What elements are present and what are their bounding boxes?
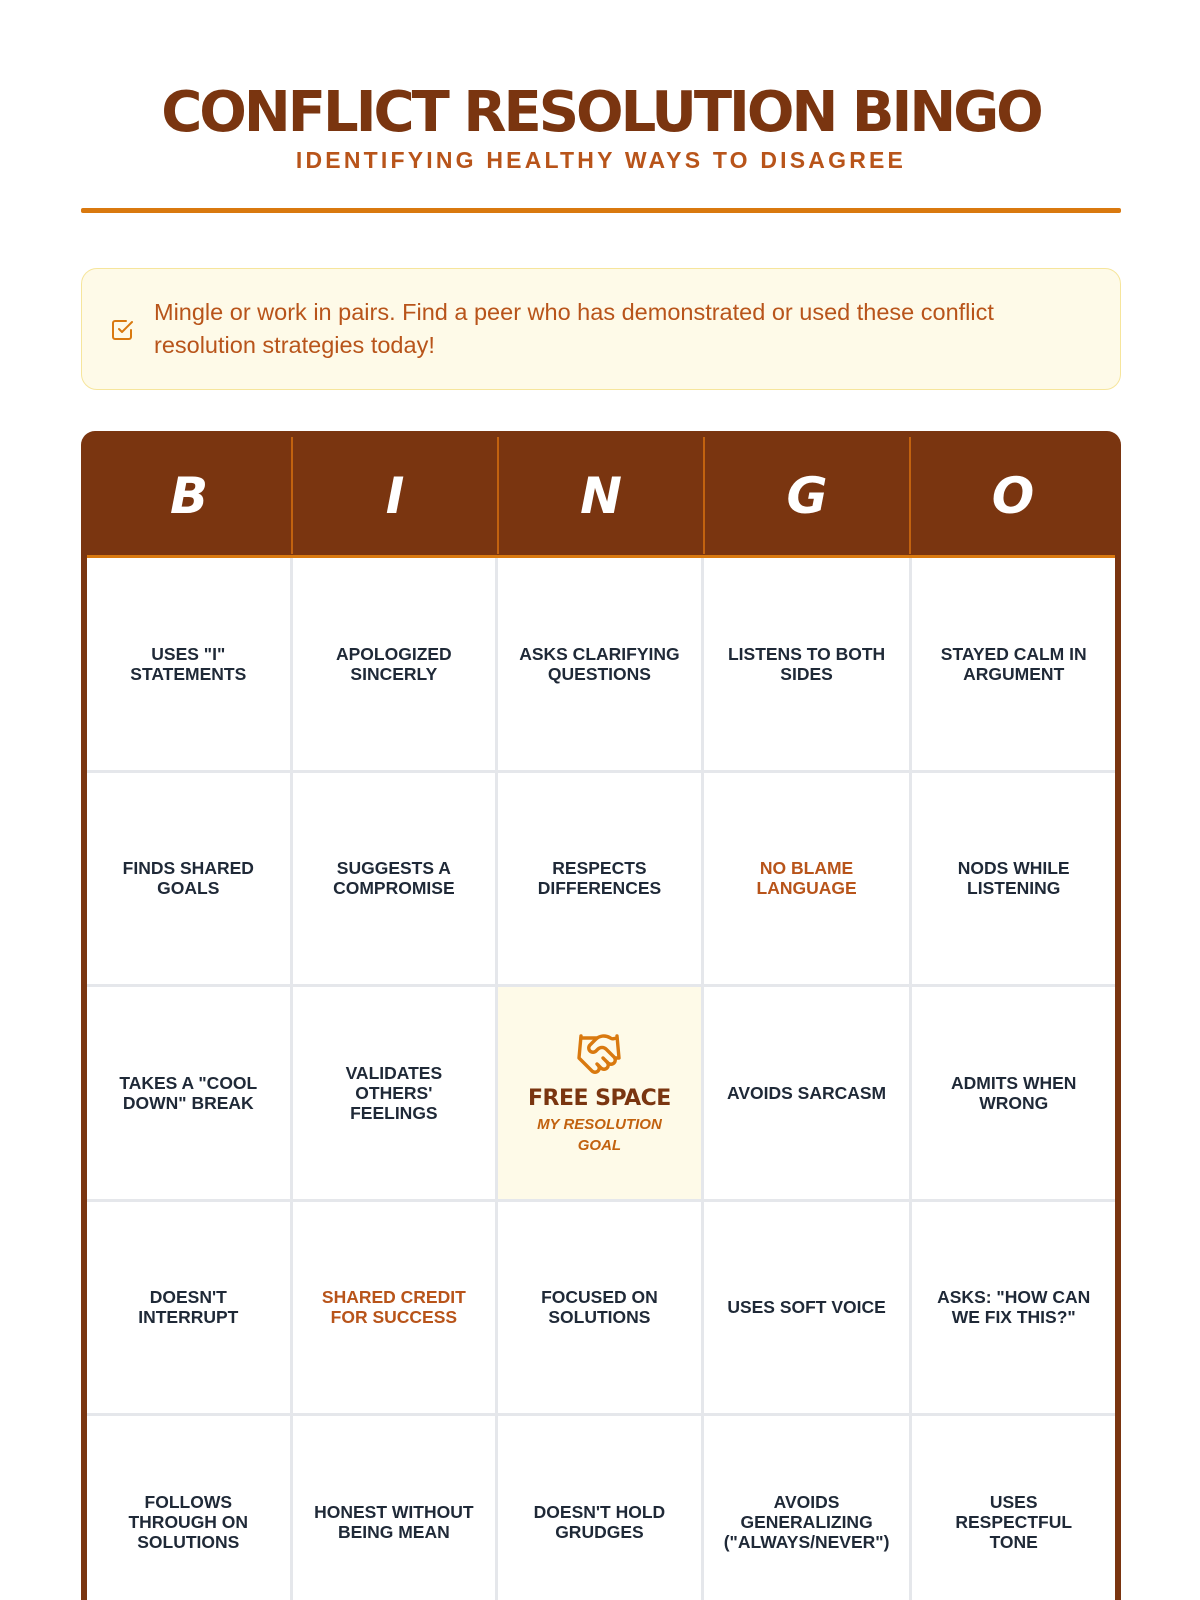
bingo-cell[interactable] [293, 1416, 496, 1600]
bingo-cell-label: USES "I" STATEMENTS [130, 643, 247, 684]
bingo-cell-label: AVOIDS SARCASM [727, 1082, 887, 1103]
bingo-cell-label: LISTENS TO BOTH SIDES [727, 643, 886, 684]
bingo-cell[interactable] [293, 773, 496, 985]
bingo-letter-o: O [991, 466, 1035, 525]
bingo-cell[interactable] [912, 558, 1115, 770]
free-space-subtitle: MY RESOLUTION GOAL [537, 1115, 662, 1154]
bingo-cell-label: FOLLOWS THROUGH ON SOLUTIONS [128, 1491, 249, 1552]
bingo-cell[interactable] [912, 987, 1115, 1199]
bingo-board [81, 431, 1121, 1600]
bingo-cell-label: ASKS CLARIFYING QUESTIONS [519, 643, 680, 684]
bingo-cell[interactable] [293, 987, 496, 1199]
bingo-cell-label: ASKS: "HOW CAN WE FIX THIS?" [937, 1287, 1091, 1328]
bingo-cell-label: ADMITS WHEN WRONG [951, 1072, 1077, 1113]
bingo-cell-label: DOESN'T INTERRUPT [138, 1287, 239, 1328]
bingo-cell-label: FINDS SHARED GOALS [122, 858, 254, 899]
bingo-cell-label: FOCUSED ON SOLUTIONS [541, 1287, 658, 1328]
bingo-cell-label: SHARED CREDIT FOR SUCCESS [321, 1287, 466, 1328]
bingo-cell[interactable] [87, 773, 290, 985]
bingo-cell-label: HONEST WITHOUT BEING MEAN [314, 1501, 474, 1542]
bingo-cell-label: AVOIDS GENERALIZING ("ALWAYS/NEVER") [723, 1491, 890, 1552]
bingo-cell[interactable] [87, 1416, 290, 1600]
page-header [81, 80, 1121, 174]
bingo-cell-label: SUGGESTS A COMPROMISE [333, 858, 455, 899]
bingo-header-row [87, 437, 1115, 554]
bingo-cell[interactable] [704, 558, 910, 770]
checkbox-icon [110, 318, 134, 342]
bingo-cell[interactable] [912, 1416, 1115, 1600]
bingo-letter-i: I [293, 437, 499, 554]
bingo-cell-label: RESPECTS DIFFERENCES [537, 858, 662, 899]
bingo-cell-label: TAKES A "COOL DOWN" BREAK [119, 1072, 258, 1113]
bingo-cell[interactable] [293, 1202, 496, 1414]
bingo-cell[interactable] [293, 558, 496, 770]
instructions-text: Mingle or work in pairs. Find a peer who has demonstrated or used these conflict resolution strategies today! [154, 299, 994, 358]
bingo-letter-g: G [705, 437, 911, 554]
page-subtitle: IDENTIFYING HEALTHY WAYS TO DISAGREE [295, 147, 907, 173]
free-space-title: FREE SPACE [528, 1085, 671, 1111]
instructions-box [81, 268, 1121, 390]
bingo-cell-label: NODS WHILE LISTENING [957, 858, 1070, 899]
bingo-cell-label: USES SOFT VOICE [727, 1297, 886, 1318]
bingo-cell[interactable] [498, 558, 701, 770]
bingo-grid [87, 555, 1115, 1600]
free-space-cell[interactable] [498, 987, 701, 1199]
bingo-letter-b: B [87, 437, 293, 554]
bingo-cell[interactable] [912, 1202, 1115, 1414]
bingo-cell[interactable] [704, 1416, 910, 1600]
bingo-cell[interactable] [704, 773, 910, 985]
bingo-cell[interactable] [87, 1202, 290, 1414]
bingo-cell[interactable] [498, 773, 701, 985]
bingo-cell-label: APOLOGIZED SINCERLY [336, 643, 452, 684]
bingo-cell-label: DOESN'T HOLD GRUDGES [533, 1501, 666, 1542]
bingo-letter-n: N [499, 437, 705, 554]
bingo-cell[interactable] [87, 558, 290, 770]
bingo-cell-label: NO BLAME LANGUAGE [756, 858, 857, 899]
bingo-cell[interactable] [498, 1202, 701, 1414]
page-title: CONFLICT RESOLUTION BINGO [161, 80, 1041, 145]
bingo-cell-label: STAYED CALM IN ARGUMENT [940, 643, 1087, 684]
header-divider [81, 208, 1121, 213]
bingo-cell-label: VALIDATES OTHERS' FEELINGS [345, 1062, 443, 1123]
bingo-cell[interactable] [704, 1202, 910, 1414]
bingo-cell-label: USES RESPECTFUL TONE [955, 1491, 1073, 1552]
bingo-cell[interactable] [498, 1416, 701, 1600]
bingo-cell[interactable] [87, 987, 290, 1199]
bingo-cell[interactable] [912, 773, 1115, 985]
handshake-icon [572, 1030, 626, 1078]
bingo-cell[interactable] [704, 987, 910, 1199]
